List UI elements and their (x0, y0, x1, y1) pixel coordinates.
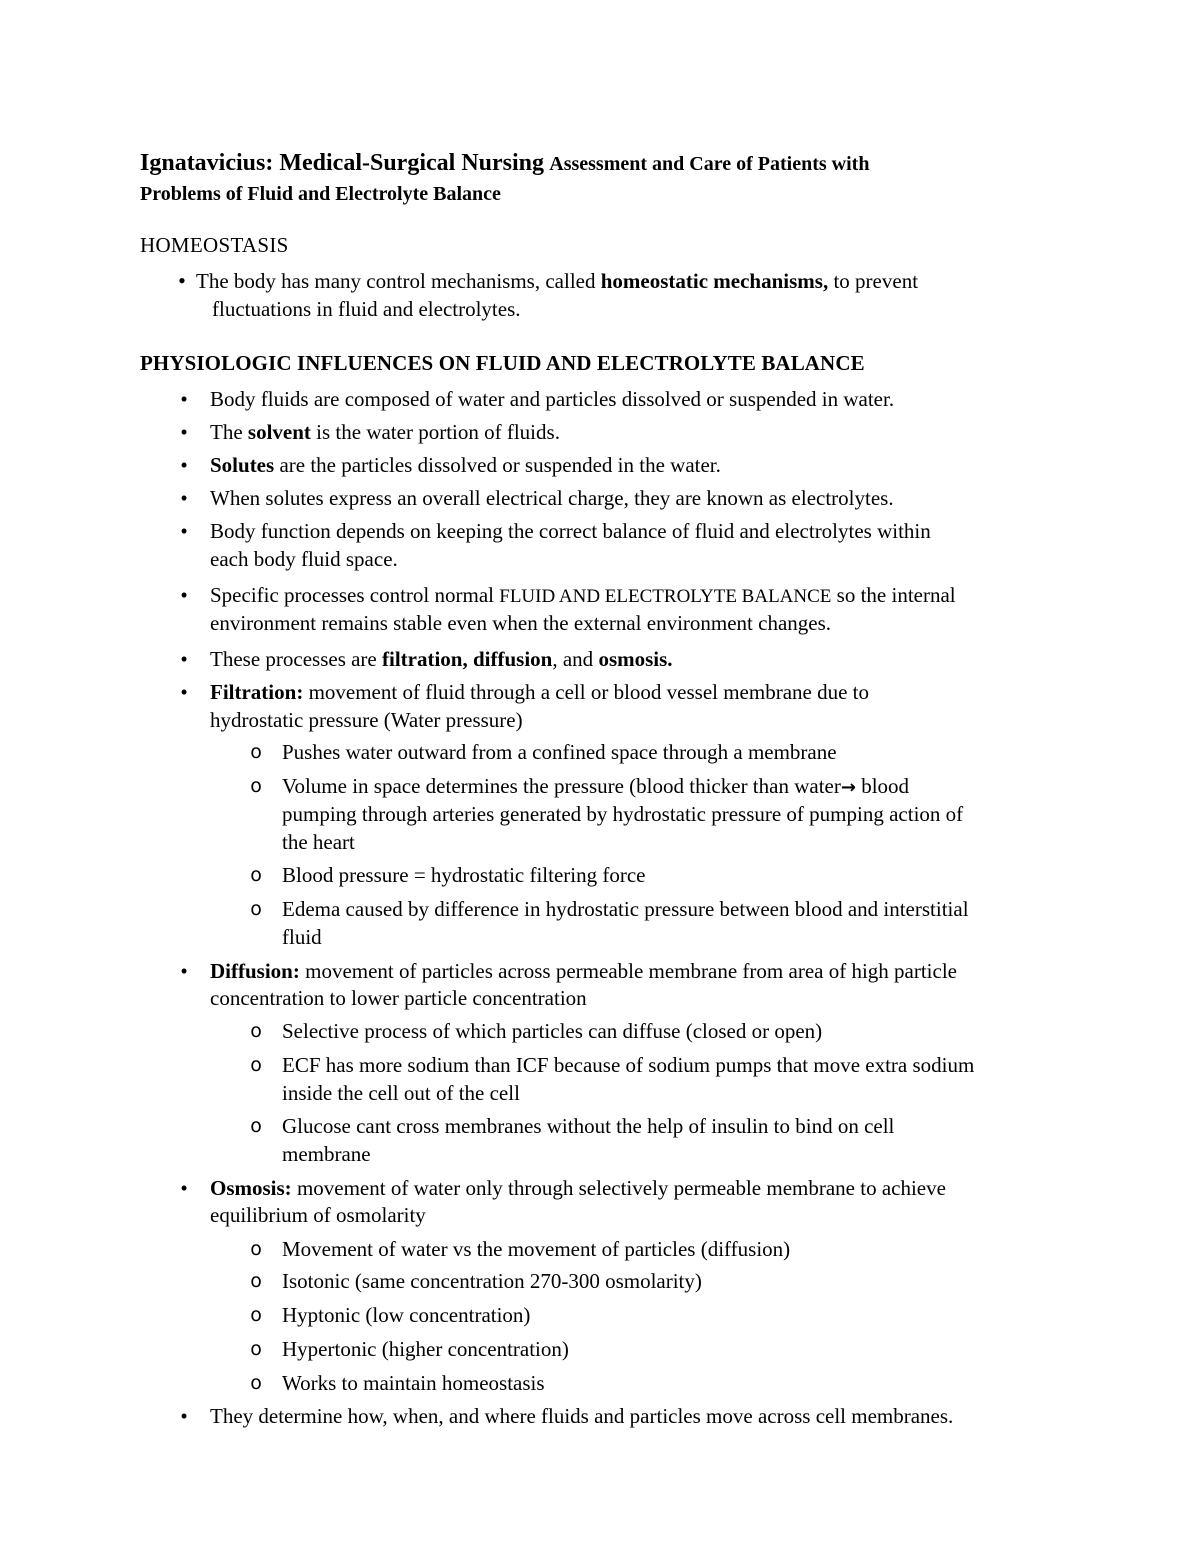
sub-list-item-text: Pushes water outward from a confined space through a membrane (282, 740, 837, 764)
sub-list-item-text: Hyptonic (low concentration) (282, 1303, 531, 1327)
sub-list-item-text: Works to maintain homeostasis (282, 1371, 545, 1395)
section-heading-physiologic: PHYSIOLOGIC INFLUENCES ON FLUID AND ELECTROLYTE BALANCE (140, 351, 865, 375)
sub-bullet-icon: o (250, 1238, 262, 1260)
bullet-icon: • (180, 420, 188, 444)
text-segment: inside the cell out of the cell (282, 1081, 520, 1105)
list-item-text (210, 645, 673, 673)
sub-bullet-icon: o (250, 1270, 262, 1292)
bold-term: solvent (247, 420, 311, 444)
list-item-text (210, 678, 869, 706)
sub-bullet-icon: o (250, 1115, 262, 1137)
bold-term: Diffusion: (210, 959, 300, 983)
bold-term: Osmosis: (210, 1176, 292, 1200)
bullet-icon: • (178, 268, 186, 293)
sub-bullet-icon: o (250, 775, 262, 797)
bold-term: homeostatic mechanisms, (600, 269, 829, 293)
document-title-line-1 (140, 150, 869, 177)
bullet-icon: • (180, 680, 188, 704)
bullet-icon: • (180, 486, 188, 510)
sub-list-item-text: Movement of water vs the movement of particles (diffusion) (282, 1237, 791, 1261)
sub-bullet-icon: o (250, 898, 262, 920)
text-segment: to prevent (828, 269, 919, 293)
text-segment: The body has many control mechanisms, called (196, 269, 601, 293)
sub-list-item-text: Isotonic (same concentration 270-300 osmolarity) (282, 1269, 702, 1293)
sub-list-item-text: Selective process of which particles can diffuse (closed or open) (282, 1019, 823, 1043)
document-title-line-2: Problems of Fluid and Electrolyte Balance (140, 183, 501, 205)
sub-bullet-icon: o (250, 741, 262, 763)
sub-bullet-icon: o (250, 1372, 262, 1394)
sub-bullet-icon: o (250, 864, 262, 886)
text-segment: Specific processes control normal (210, 583, 500, 607)
list-item-text (210, 418, 560, 446)
bold-term: Filtration: (210, 680, 304, 704)
bold-term: Solutes (210, 453, 275, 477)
small-caps-term: FLUID AND ELECTROLYTE BALANCE (499, 586, 832, 607)
sub-bullet-icon: o (250, 1304, 262, 1326)
section-heading-homeostasis: HOMEOSTASIS (140, 233, 289, 257)
text-segment: membrane (282, 1142, 371, 1166)
text-segment: pumping through arteries generated by hydrostatic pressure of pumping action of (282, 802, 964, 826)
list-item-text: Body fluids are composed of water and particles dissolved or suspended in water. (210, 387, 895, 411)
text-segment: The (210, 420, 248, 444)
bold-term: filtration, diffusion (382, 647, 553, 671)
sub-list-item-text: Blood pressure = hydrostatic filtering force (282, 863, 646, 887)
bullet-icon: • (180, 1404, 188, 1428)
list-item-text (210, 1174, 946, 1202)
list-item-text: When solutes express an overall electrical charge, they are known as electrolytes. (210, 486, 894, 510)
bullet-icon: • (180, 1176, 188, 1200)
bullet-icon: • (180, 453, 188, 477)
title-rest: Assessment and Care of Patients with (549, 153, 870, 175)
text-segment: each body fluid space. (210, 547, 398, 571)
title-lead: Ignatavicius: Medical-Surgical Nursing (140, 150, 545, 176)
bullet-icon: • (180, 583, 188, 607)
list-item-text (210, 581, 956, 611)
sub-list-item-text (282, 772, 909, 802)
bullet-icon: • (180, 387, 188, 411)
bold-term: osmosis. (598, 647, 673, 671)
text-segment: These processes are (210, 647, 382, 671)
bullet-icon: • (180, 959, 188, 983)
text-segment: , and (552, 647, 599, 671)
homeostasis-bullet-text (196, 267, 918, 295)
text-segment: is the water portion of fluids. (310, 420, 560, 444)
text-segment: movement of particles across permeable membrane from area of high particle (299, 959, 957, 983)
list-item-text (210, 957, 957, 985)
text-segment: equilibrium of osmolarity (210, 1203, 426, 1227)
sub-bullet-icon: o (250, 1020, 262, 1042)
list-item-text: They determine how, when, and where fluids and particles move across cell membranes. (210, 1404, 954, 1428)
sub-bullet-icon: o (250, 1054, 262, 1076)
text-segment: fluctuations in fluid and electrolytes. (212, 297, 521, 321)
text-segment: concentration to lower particle concentration (210, 986, 587, 1010)
sub-list-item-text: Hypertonic (higher concentration) (282, 1337, 569, 1361)
arrow-right-icon: → (840, 777, 856, 798)
text-segment: the heart (282, 830, 355, 854)
text-segment: are the particles dissolved or suspended in the water. (274, 453, 721, 477)
text-segment: so the internal (831, 583, 956, 607)
text-segment: blood (855, 774, 910, 798)
sub-bullet-icon: o (250, 1338, 262, 1360)
sub-list-item-text: Edema caused by difference in hydrostatic pressure between blood and interstitial (282, 897, 969, 921)
list-item-text: Body function depends on keeping the correct balance of fluid and electrolytes within (210, 519, 931, 543)
sub-list-item-text: ECF has more sodium than ICF because of sodium pumps that move extra sodium (282, 1053, 975, 1077)
sub-list-item-text: Glucose cant cross membranes without the help of insulin to bind on cell (282, 1114, 895, 1138)
list-item-text (210, 451, 721, 479)
text-segment: hydrostatic pressure (Water pressure) (210, 708, 523, 732)
text-segment: fluid (282, 925, 322, 949)
text-segment: movement of water only through selectively permeable membrane to achieve (291, 1176, 946, 1200)
text-segment: movement of fluid through a cell or blood vessel membrane due to (303, 680, 869, 704)
text-segment: environment remains stable even when the external environment changes. (210, 611, 832, 635)
bullet-icon: • (180, 519, 188, 543)
bullet-icon: • (180, 647, 188, 671)
text-segment: Volume in space determines the pressure (blood thicker than water (282, 774, 841, 798)
